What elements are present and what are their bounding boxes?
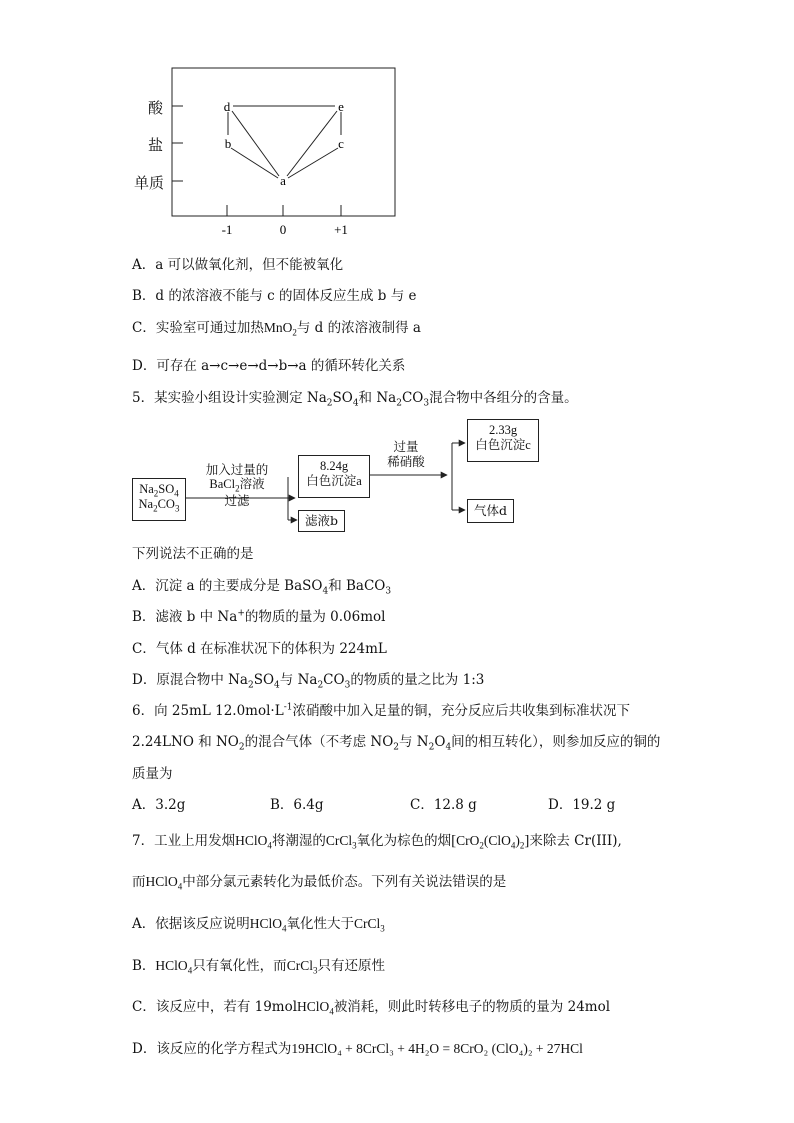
ppt-a-name: 白色沉淀a [306,474,362,488]
q7-hclo4-2: HClO$_4$ [145,874,183,892]
step1-line-c: 过滤 [224,493,250,508]
start-so: SO [158,482,175,496]
q7-l2-a: 而 [132,874,146,890]
q5-b-post: 的物质的量为 0.06mol [244,609,386,625]
q6-line3: 质量为 [132,766,173,782]
q4-option-c [132,319,421,337]
point-d: d [223,99,231,114]
box-precipitate-c [467,419,539,462]
q6-l1-post: 浓硝酸中加入足量的铜，充分反应后共收集到标准状况下 [292,703,630,719]
q7-l2-b: 中部分氯元素转化为最低价态。下列有关说法错误的是 [182,874,507,890]
step1-bacl: BaCl [209,477,236,491]
q7-b-crcl3: CrCl$_3$ [286,958,318,976]
q7-a-a: A．依据该反应说明 [132,916,250,932]
ppt-c-mass: 2.33g [488,423,518,437]
q7-l1-b: 将潮湿的 [271,833,326,849]
q7-b-a: B． [132,958,156,974]
y-label-element: 单质 [134,174,165,192]
start-na2: Na [138,497,154,511]
q7-hclo4-1: HClO$_4$ [235,833,272,851]
q5-stem-post: 混合物中各组分的含量。 [429,390,578,406]
q6-line2: 2.24LNO 和 $NO_2$的混合气体（不考虑 $NO_2$与 $N_2O_4$间的相互转化），则参加反应的铜的 [132,734,661,753]
q7-line2 [132,873,506,891]
q7-a-hclo4: HClO$_4$ [249,916,287,934]
q7-line1 [132,832,622,850]
q5-d-and: 与 Na [279,672,318,688]
q7-smoke-inner: $CrO_2(ClO_4)_2$ [456,833,525,851]
q4-c-mno2-sub: 2 [292,327,297,338]
graph-frame [172,68,395,216]
valence-graph [130,64,400,242]
q4-c-mno2: MnO [263,320,293,335]
box-start: $Na_2SO_4$ $Na_2CO_3$ [132,478,186,521]
q7-c-hclo4: HClO$_4$ [297,999,334,1017]
q7-option-b [132,957,385,975]
point-c: c [338,136,344,151]
q6-l2-post: 间的相互转化），则参加反应的铜的 [451,734,661,750]
q5-stem-co: CO [401,390,424,406]
step1-line-a: 加入过量的 [205,462,269,477]
edge-e-a [287,111,337,176]
q7-l1-a: 7．工业上用发烟 [132,833,236,849]
box-gas-d [467,499,514,523]
filtrate-label: 滤液b [304,513,338,528]
q5-stem-and: 和 Na [358,390,397,406]
q5-a-pre: A．沉淀 a 的主要成分是 BaSO [132,578,323,594]
q6-option-a: A．3.2g [132,797,186,813]
x-label-neg1: -1 [221,222,233,237]
q4-option-b: B．d 的浓溶液不能与 c 的固体反应生成 b 与 e [132,288,417,304]
step1-label: 加入过量的 BaCl$_2$溶液 过滤 [192,462,282,508]
step2-line-a: 过量 [393,439,419,454]
edge-b-a [231,148,278,178]
gas-label: 气体d [473,503,507,518]
q5-d-co: CO [323,672,345,688]
ppt-c-name: 白色沉淀c [475,438,531,452]
q7-b-b: 只有氧化性，而 [192,958,287,974]
q6-line1: 6．向 25mL $12.0mol\cdot L^{-1}$浓硝酸中加入足量的铜，充分反应后共收集到标准状况下 [132,702,630,719]
q5-option-c: C．气体 d 在标准状况下的体积为 224mL [132,641,387,657]
q7-smoke-close: ] [524,833,530,849]
point-e: e [338,99,344,114]
q4-option-d: D．可存在 a→c→e→d→b→a 的循环转化关系 [132,358,406,374]
q5-option-b: B．滤液 b 中 Na+的物质的量为 0.06mol [132,608,386,625]
q5-flow-diagram [130,415,550,535]
q7-d-a: D．该反应的化学方程式为 [132,1041,292,1057]
q5-stem-pre: 5．某实验小组设计实验测定 Na [132,390,327,406]
q7-c-b: 被消耗，则此时转移电子的物质的量为 24mol [333,999,611,1015]
q5-option-d: D．原混合物中 $Na_2SO_4$与 $Na_2CO_3$的物质的量之比为 1:3 [132,672,485,691]
q6-l2-mid: 的混合气体（不考虑 NO [244,734,394,750]
q7-smoke-formula: [ [451,833,457,849]
graph-svg [130,64,400,242]
q5-option-a: A．沉淀 a 的主要成分是 BaSO$_4$和 BaCO$_3$ [132,578,392,597]
y-label-salt: 盐 [148,136,164,154]
step2-label [374,439,438,469]
q6-l2-pre: 2.24LNO 和 NO [132,734,239,750]
q5-stem: 5．某实验小组设计实验测定 $Na_2SO_4$和 $Na_2CO_3$混合物中各组分的含量。 [132,390,578,409]
q5-a-mid: 和 BaCO [328,578,386,594]
q6-option-d: D．19.2 g [548,797,616,813]
x-label-pos1: +1 [334,222,348,237]
point-a: a [280,173,286,188]
q7-option-d [132,1040,583,1058]
q4-c-post: 与 d 的浓溶液制得 a [296,320,421,336]
step2-line-b: 稀硝酸 [387,454,425,469]
q7-b-c: 只有还原性 [317,958,385,974]
q5-stem-so: SO [332,390,353,406]
point-b: b [224,136,232,151]
q7-a-b: 氧化性大于 [286,916,355,932]
q7-l1-c: 氧化为棕色的烟 [356,833,452,849]
q5-question: 下列说法不正确的是 [132,546,254,562]
q6-l2-mid3: O [434,734,446,750]
step1-solution: 溶液 [239,477,265,491]
y-label-acid: 酸 [148,99,164,117]
q5-d-so: SO [253,672,275,688]
edge-d-a [232,111,279,176]
q7-c-a: C．该反应中，若有 19mol [132,999,298,1015]
box-filtrate-b [298,510,345,532]
q7-crcl3-1: CrCl$_3$ [325,833,357,851]
q7-b-hclo4: HClO$_4$ [155,958,193,976]
ppt-a-mass: 8.24g [319,459,349,473]
start-na1: Na [139,482,154,496]
q7-option-a [132,915,385,933]
x-label-0: 0 [279,222,287,237]
q5-d-pre: D．原混合物中 Na [132,672,248,688]
start-co: CO [157,497,175,511]
box-precipitate-a [298,455,370,498]
q4-option-a: A．a 可以做氧化剂，但不能被氧化 [132,257,344,273]
q7-option-c [132,998,610,1016]
q6-l1-pre: 6．向 25mL 12.0mol·L [132,703,284,719]
q7-l1-d: 来除去 Cr(III), [529,833,622,849]
q5-b-pre: B．滤液 b 中 Na [132,609,238,625]
edge-c-a [288,148,338,178]
q7-equation: 19HClO₄ + 8CrCl₃ + 4H₂O = 8CrO₂ (ClO₄)₂ + 27HCl [291,1041,583,1056]
q6-option-c: C．12.8 g [410,797,477,813]
q6-option-b: B．6.4g [270,797,324,813]
q5-d-post: 的物质的量之比为 1:3 [350,672,485,688]
q4-c-pre: C．实验室可通过加热 [132,320,264,336]
q7-a-crcl3: CrCl$_3$ [354,916,385,934]
q6-l2-mid2: 与 N [399,734,429,750]
